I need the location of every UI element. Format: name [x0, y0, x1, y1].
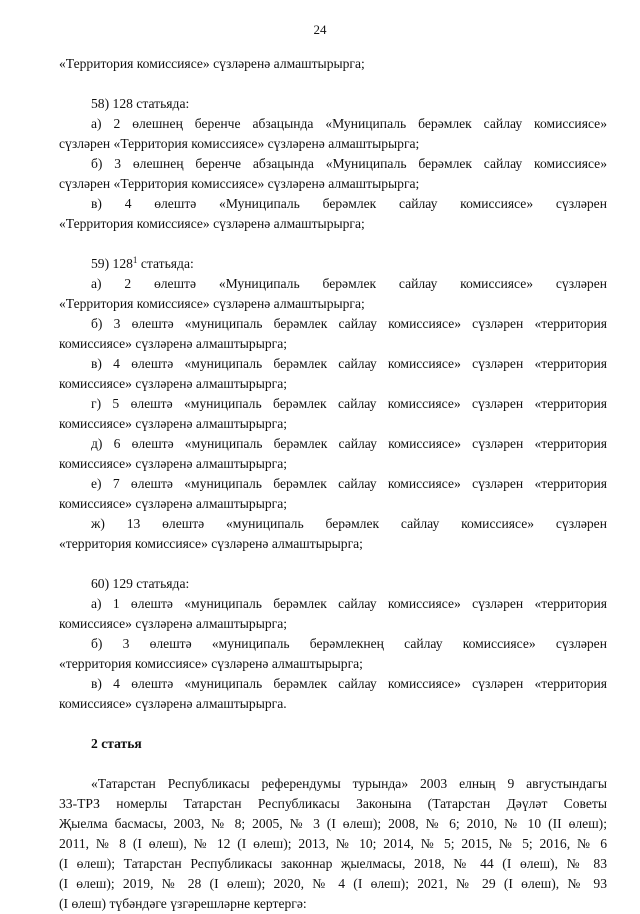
superscript: 1	[132, 255, 138, 265]
text-line: «территория комиссиясе» сүзләренә алмаштырырга;	[59, 536, 363, 551]
text-line: сүзләрен «Территория комиссиясе» сүзләренә алмаштырырга;	[59, 136, 420, 151]
text-line: б) 3 өлешнең беренче абзацында «Муниципаль берәмлек сайлау комиссиясе»	[91, 156, 607, 171]
document-body	[59, 54, 607, 914]
text-line: а) 2 өлештә «Муниципаль берәмлек сайлау комиссиясе» сүзләрен	[91, 276, 607, 291]
text-line: 33-ТРЗ номерлы Татарстан Республикасы Законына (Татарстан Дәүләт Советы	[59, 796, 607, 811]
text-line: сүзләрен «Территория комиссиясе» сүзләренә алмаштырырга;	[59, 176, 420, 191]
text-line: «Территория комиссиясе» сүзләренә алмаштырырга;	[59, 56, 365, 71]
text-line: комиссиясе» сүзләренә алмаштырырга;	[59, 376, 288, 391]
item-heading-58: 58) 128 статьяда:	[91, 96, 190, 111]
text-line: «территория комиссиясе» сүзләренә алмаштырырга;	[59, 656, 363, 671]
text-line: 2011, № 8 (I өлеш), № 12 (I өлеш); 2013, № 10; 2014, № 5; 2015, № 5; 2016, № 6	[59, 836, 607, 851]
text-line: а) 2 өлешнең беренче абзацында «Муниципаль берәмлек сайлау комиссиясе»	[91, 116, 607, 131]
article-heading: 2 статья	[91, 736, 142, 751]
text-line: г) 5 өлештә «муниципаль берәмлек сайлау комиссиясе» сүзләрен «территория	[91, 396, 607, 411]
text-line: комиссиясе» сүзләренә алмаштырырга;	[59, 616, 288, 631]
text-line: Җыелма басмасы, 2003, № 8; 2005, № 3 (I өлеш); 2008, № 6; 2010, № 10 (II өлеш);	[59, 816, 607, 831]
text-line: д) 6 өлештә «муниципаль берәмлек сайлау комиссиясе» сүзләрен «территория	[91, 436, 607, 451]
spacer	[59, 234, 607, 254]
text-line: комиссиясе» сүзләренә алмаштырырга;	[59, 496, 288, 511]
item-heading-59	[59, 254, 607, 274]
text-line: комиссиясе» сүзләренә алмаштырырга;	[59, 456, 288, 471]
text-line: а) 1 өлештә «муниципаль берәмлек сайлау комиссиясе» сүзләрен «территория	[91, 596, 607, 611]
text-line: в) 4 өлештә «муниципаль берәмлек сайлау комиссиясе» сүзләрен «территория	[91, 356, 607, 371]
text-line: комиссиясе» сүзләренә алмаштырырга.	[59, 696, 287, 711]
text-line: «Территория комиссиясе» сүзләренә алмаштырырга;	[59, 216, 365, 231]
text-line: (I өлеш); 2019, № 28 (I өлеш); 2020, № 4 (I өлеш); 2021, № 29 (I өлеш), № 93	[59, 876, 607, 891]
page-number: 24	[313, 22, 327, 37]
item-heading-60: 60) 129 статьяда:	[91, 576, 190, 591]
spacer	[59, 714, 607, 734]
text-line: е) 7 өлештә «муниципаль берәмлек сайлау комиссиясе» сүзләрен «территория	[91, 476, 607, 491]
text-line: в) 4 өлештә «Муниципаль берәмлек сайлау комиссиясе» сүзләрен	[91, 196, 607, 211]
text-line: ж) 13 өлештә «муниципаль берәмлек сайлау комиссиясе» сүзләрен	[91, 516, 607, 531]
spacer	[59, 74, 607, 94]
text-line: комиссиясе» сүзләренә алмаштырырга;	[59, 336, 288, 351]
text-line: «Территория комиссиясе» сүзләренә алмаштырырга;	[59, 296, 365, 311]
text-line: б) 3 өлештә «муниципаль берәмлекнең сайлау комиссиясе» сүзләрен	[91, 636, 607, 651]
text-line: комиссиясе» сүзләренә алмаштырырга;	[59, 416, 288, 431]
text-line: «Татарстан Республикасы референдумы турында» 2003 елның 9 августындагы	[91, 776, 607, 791]
text-line: б) 3 өлештә «муниципаль берәмлек сайлау комиссиясе» сүзләрен «территория	[91, 316, 607, 331]
text-line: (I өлеш) түбәндәге үзгәрешләрне кертергә:	[59, 896, 307, 911]
item-heading-59-number: 59) 128	[91, 256, 133, 271]
spacer	[59, 554, 607, 574]
spacer	[59, 754, 607, 774]
text-line: (I өлеш); Татарстан Республикасы законнар җыелмасы, 2018, № 44 (I өлеш), № 83	[59, 856, 607, 871]
text-line: в) 4 өлештә «муниципаль берәмлек сайлау комиссиясе» сүзләрен «территория	[91, 676, 607, 691]
item-heading-59-rest: статьяда:	[137, 256, 194, 271]
